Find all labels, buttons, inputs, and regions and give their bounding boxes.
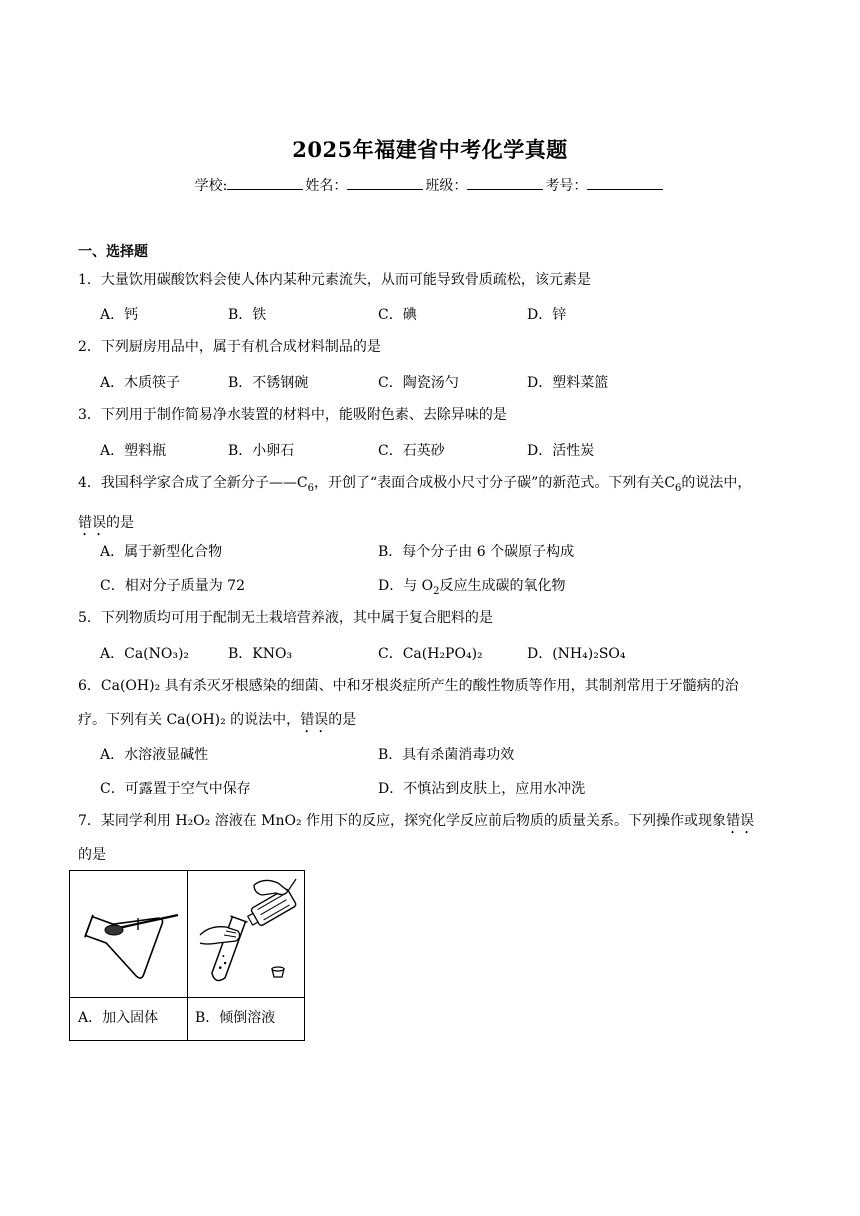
question-5-stem: 5．下列物质均可用于配制无土栽培营养液，其中属于复合肥料的是	[78, 610, 493, 626]
option-c: C．陶瓷汤勺	[378, 375, 459, 391]
question-3-stem: 3．下列用于制作简易净水装置的材料中，能吸附色素、去除异味的是	[78, 407, 507, 423]
question-4-text-2: ，开创了“表面合成极小尺寸分子碳”的新范式。下列有关C	[314, 475, 676, 491]
school-blank[interactable]	[227, 176, 303, 190]
class-label: 班级：	[425, 178, 468, 194]
flask-spatula-illustration	[74, 885, 184, 985]
option-a: A．木质筷子	[100, 375, 181, 391]
option-c: C．Ca(H₂PO₄)₂	[378, 646, 483, 662]
emphasis-wrong: 错误	[78, 514, 106, 531]
option-a: A．属于新型化合物	[100, 544, 223, 560]
option-b: B．不锈钢碗	[228, 375, 309, 391]
exam-number-label: 考号：	[545, 178, 588, 194]
section-heading: 一、选择题	[78, 244, 148, 260]
option-b: B．每个分子由 6 个碳原子构成	[378, 544, 575, 560]
option-c: C．碘	[378, 307, 417, 323]
subscript-6: 6	[307, 482, 314, 494]
student-info-line	[0, 175, 860, 195]
question-4-text-1: 4．我国科学家合成了全新分子——C	[78, 475, 308, 491]
option-b: B．KNO₃	[228, 646, 293, 662]
name-blank[interactable]	[347, 176, 423, 190]
option-d: D．(NH₄)₂SO₄	[527, 646, 626, 662]
question-6-options-row2	[100, 778, 800, 798]
question-4-text-4: 的是	[106, 514, 134, 531]
option-d: D．与 $O_2$反应生成碳的氧化物	[378, 578, 566, 597]
question-4-options-row2	[100, 575, 800, 595]
option-a: A．塑料瓶	[100, 443, 167, 459]
option-d: D．塑料菜篮	[527, 375, 609, 391]
question-5-options	[100, 643, 800, 663]
option-c: C．石英砂	[378, 443, 445, 459]
pouring-illustration	[192, 877, 302, 992]
question-6-text-1: 6．Ca(OH)₂ 具有杀灭牙根感染的细菌、中和牙根炎症所产生的酸性物质等作用，其制剂常用于牙髓病的治	[78, 678, 739, 694]
option-b: B．铁	[228, 307, 267, 323]
question-4-text-3: 的说法中，	[681, 475, 752, 491]
class-blank[interactable]	[467, 176, 543, 190]
option-c: C．可露置于空气中保存	[100, 781, 251, 797]
question-6-options-row1	[100, 744, 800, 764]
exam-number-blank[interactable]	[587, 176, 663, 190]
name-label: 姓名：	[305, 178, 348, 194]
question-6-text-3: 的是	[328, 712, 357, 728]
school-label: 学校:	[194, 178, 228, 194]
question-4-stem	[78, 466, 784, 540]
figure-table	[69, 870, 305, 1041]
option-d: D．活性炭	[527, 443, 595, 459]
subscript-6: 6	[675, 482, 682, 494]
emphasis-wrong: 错误	[300, 712, 329, 728]
question-7-text-1: 7．某同学利用 H₂O₂ 溶液在 MnO₂ 作用下的反应，探究化学反应前后物质的质量关系。下列操作或现象	[78, 813, 727, 829]
option-a: A．Ca(NO₃)₂	[100, 646, 190, 662]
question-6-text-2: 疗。下列有关 Ca(OH)₂ 的说法中，	[78, 712, 301, 728]
option-b: B．小卵石	[228, 443, 295, 459]
question-6-stem	[78, 669, 784, 737]
question-1-stem: 1．大量饮用碳酸饮料会使人体内某种元素流失，从而可能导致骨质疏松，该元素是	[78, 272, 591, 288]
option-a: A．水溶液显碱性	[100, 747, 209, 763]
question-7-stem	[78, 804, 784, 872]
page-title: 2025年福建省中考化学真题	[292, 137, 568, 162]
option-c: C．相对分子质量为 72	[100, 578, 245, 594]
question-2-stem: 2．下列厨房用品中，属于有机合成材料制品的是	[78, 339, 381, 355]
option-b: B．具有杀菌消毒功效	[378, 747, 515, 763]
question-7-text-2: 的是	[78, 847, 106, 863]
option-a: A．钙	[100, 307, 139, 323]
emphasis-wrong: 错误	[726, 813, 755, 829]
option-d: D．不慎沾到皮肤上，应用水冲洗	[378, 781, 586, 797]
question-4-options-row1	[100, 541, 800, 561]
option-d: D．锌	[527, 307, 567, 323]
figure-caption-b: B．倾倒溶液	[195, 1010, 276, 1026]
figure-caption-a: A．加入固体	[78, 1010, 159, 1026]
